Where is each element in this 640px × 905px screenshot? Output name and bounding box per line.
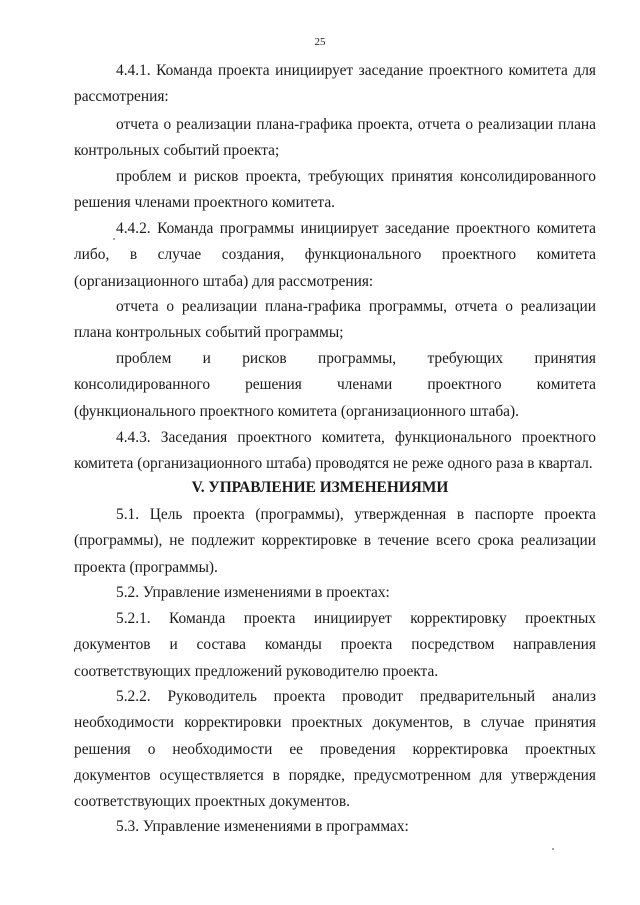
paragraph-5-2-1: 5.2.1. Команда проекта инициирует корректировку проектных документов и состава команды проекта посредством направления соответствующих предложений руководителю проекта. xyxy=(74,610,596,680)
paragraph-project-risks: проблем и рисков проекта, требующих принятия консолидированного решения членами проектного комитета. xyxy=(74,168,596,212)
scan-speck xyxy=(552,848,554,850)
paragraph-5-3: 5.3. Управление изменениями в программах: xyxy=(116,818,409,835)
paragraph-plan-report: отчета о реализации плана-графика проекта, отчета о реализации плана контрольных событий проекта; xyxy=(74,116,596,160)
paragraph-program-plan-report: отчета о реализации плана-графика программы, отчета о реализации плана контрольных событий программы; xyxy=(74,298,596,342)
paragraph-4-4-3: 4.4.3. Заседания проектного комитета, функционального проектного комитета (организационного штаба) проводятся не реже одного раза в квартал. xyxy=(74,429,596,473)
page-number: 25 xyxy=(314,36,326,48)
scan-speck xyxy=(113,238,115,240)
paragraph-5-1: 5.1. Цель проекта (программы), утвержденная в паспорте проекта (программы), не подлежит корректировке в течение всего срока реализации проекта (программы). xyxy=(74,506,596,576)
paragraph-4-4-1: 4.4.1. Команда проекта инициирует заседание проектного комитета для рассмотрения: xyxy=(74,62,596,106)
paragraph-4-4-2: 4.4.2. Команда программы инициирует заседание проектного комитета либо, в случае создания, функционального проектного комитета (организационного штаба) для рассмотрения: xyxy=(74,220,596,290)
section-heading: V. УПРАВЛЕНИЕ ИЗМЕНЕНИЯМИ xyxy=(191,479,449,496)
paragraph-program-risks: проблем и рисков программы, требующих принятия консолидированного решения членами проектного комитета (функционального проектного комитета (организационного штаба). xyxy=(74,350,596,420)
paragraph-5-2-2: 5.2.2. Руководитель проекта проводит предварительный анализ необходимости корректировки проектных документов, в случае принятия решения о необходимости ее проведения корректировка проектных документов осуществляется в порядке, предусмотренном для утверждения соответствующих проектных документов. xyxy=(74,688,596,811)
paragraph-5-2: 5.2. Управление изменениями в проектах: xyxy=(116,584,390,601)
